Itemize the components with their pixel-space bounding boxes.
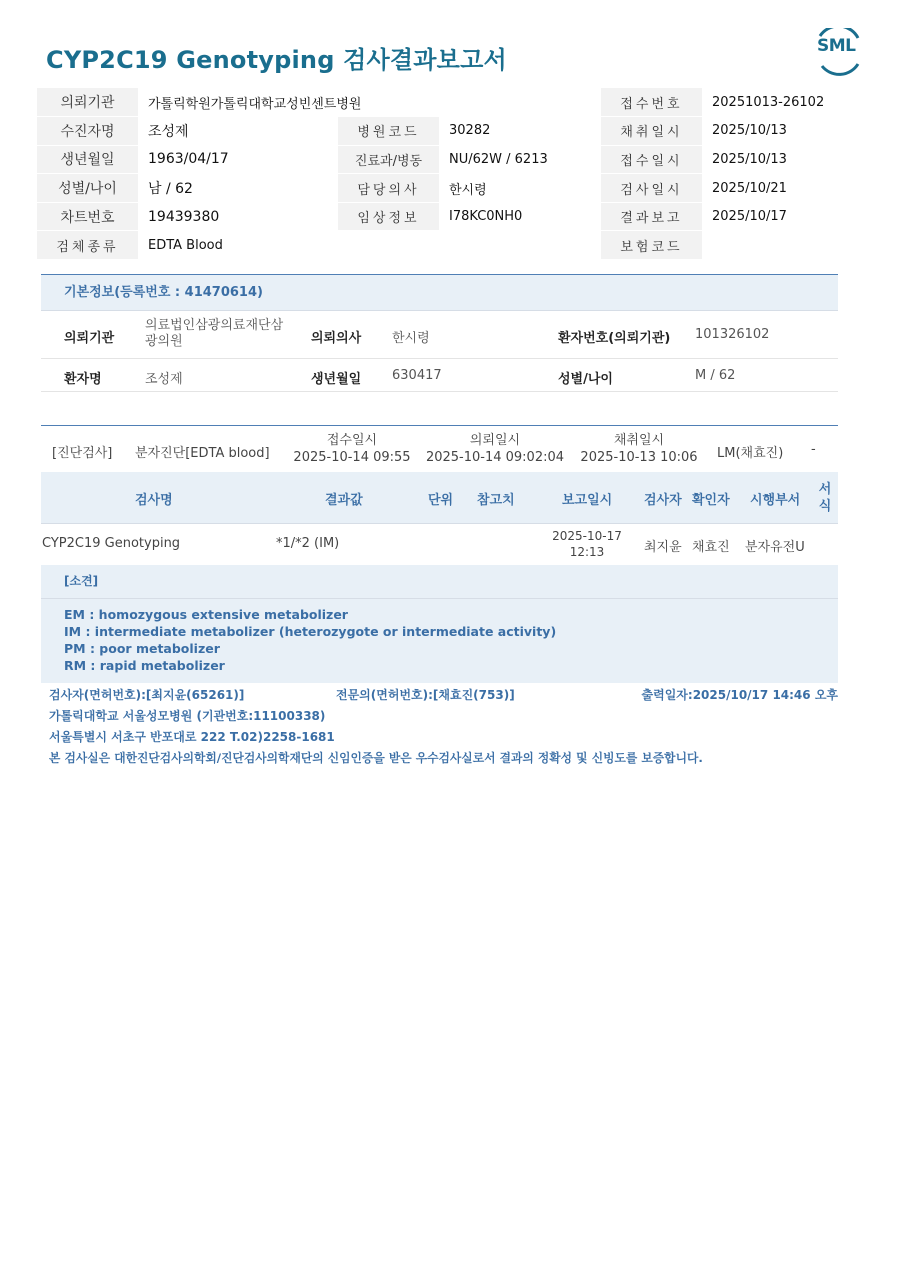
table-row [41, 524, 838, 566]
basic-key: 의뢰의사 [311, 331, 362, 346]
basic-value: 101326102 [695, 327, 770, 342]
header-value: NU/62W / 6213 [439, 145, 601, 174]
finding-line: IM : intermediate metabolizer (heterozygote or intermediate activity) [64, 624, 557, 639]
header-label: 결과보고 [601, 202, 702, 231]
findings-body [41, 599, 838, 683]
row-confirmer: 채효진 [692, 540, 730, 555]
col-dept: 시행부서 [750, 493, 801, 508]
basic-info-section [41, 274, 838, 392]
header-value: EDTA Blood [138, 231, 601, 260]
basic-key: 성별/나이 [558, 372, 613, 387]
row-tester: 최지윤 [644, 540, 682, 555]
header-label: 보험코드 [601, 231, 702, 260]
header-value: 2025/10/17 [702, 202, 864, 231]
basic-info-heading: 기본정보(등록번호 : 41470614) [41, 275, 838, 311]
row-test-name: CYP2C19 Genotyping [42, 536, 181, 551]
row-report-date [549, 528, 625, 560]
received-value: 2025-10-14 09:55 [293, 450, 411, 465]
header-value: 1963/04/17 [138, 145, 338, 174]
finding-line: PM : poor metabolizer [64, 641, 220, 656]
col-format-a: 서 [818, 482, 832, 497]
col-tester: 검사자 [644, 493, 682, 508]
lm-dash: - [811, 442, 816, 457]
header-value: 2025/10/13 [702, 145, 864, 174]
header-label: 차트번호 [37, 202, 138, 231]
header-value: 조성제 [138, 117, 338, 146]
header-label: 수진자명 [37, 117, 138, 146]
col-name: 검사명 [135, 493, 173, 508]
basic-value: 한시령 [392, 331, 430, 346]
basic-key: 의뢰기관 [64, 331, 115, 346]
page-title: CYP2C19 Genotyping 검사결과보고서 [46, 46, 507, 74]
received-label: 접수일시 [326, 433, 378, 448]
basic-info-row [41, 359, 838, 392]
header-value: 19439380 [138, 202, 338, 231]
basic-value-line: 의료법인삼광의료재단삼 [145, 318, 284, 333]
finding-line: EM : homozygous extensive metabolizer [64, 607, 348, 622]
header-label: 접수번호 [601, 88, 702, 117]
exam-section [41, 425, 838, 566]
header-value: 남 / 62 [138, 174, 338, 203]
basic-key: 생년월일 [311, 372, 362, 387]
col-unit: 단위 [428, 493, 454, 508]
requested-block [425, 432, 565, 466]
requested-value: 2025-10-14 09:02:04 [425, 450, 565, 465]
header-label: 진료과/병동 [338, 145, 439, 174]
col-confirmer: 확인자 [692, 493, 730, 508]
collected-block [579, 432, 699, 466]
header-label: 검체종류 [37, 231, 138, 260]
basic-value: 630417 [392, 368, 442, 383]
header-value: 2025/10/21 [702, 174, 864, 203]
row-result: *1/*2 (IM) [276, 536, 340, 551]
header-value: 30282 [439, 117, 601, 146]
header-label: 병원코드 [338, 117, 439, 146]
footer-tester: 검사자(면허번호):[최지윤(65261)] [49, 688, 245, 702]
footer-specialist: 전문의(면허번호):[채효진(753)] [336, 688, 515, 702]
header-value: I78KC0NH0 [439, 202, 601, 231]
basic-value-line: 광의원 [145, 334, 183, 349]
collected-label: 채취일시 [613, 433, 665, 448]
basic-key: 환자번호(의뢰기관) [558, 331, 671, 346]
basic-key: 환자명 [64, 372, 102, 387]
logo-text: SML [817, 36, 856, 56]
patient-header-table [37, 88, 864, 260]
received-block [291, 432, 413, 466]
col-format-b: 식 [818, 499, 832, 514]
lm-label: LM(채효진) [717, 446, 784, 461]
footer-address: 서울특별시 서초구 반포대로 222 T.02)2258-1681 [49, 730, 335, 744]
header-value: 20251013-26102 [702, 88, 864, 117]
header-value: 가톨릭학원가톨릭대학교성빈센트병원 [138, 88, 601, 117]
sml-logo [812, 28, 866, 76]
header-value: 2025/10/13 [702, 117, 864, 146]
col-format [817, 481, 833, 515]
header-label: 생년월일 [37, 145, 138, 174]
col-ref: 참고치 [477, 493, 515, 508]
collected-value: 2025-10-13 10:06 [580, 450, 698, 465]
basic-value: 조성제 [145, 372, 183, 387]
basic-value: M / 62 [695, 368, 736, 383]
row-report-date-b: 12:13 [569, 545, 605, 559]
row-dept: 분자유전U [745, 540, 805, 555]
finding-line: RM : rapid metabolizer [64, 658, 225, 673]
header-label: 접수일시 [601, 145, 702, 174]
header-label: 의뢰기관 [37, 88, 138, 117]
footer-printed: 출력일자:2025/10/17 14:46 오후 [641, 688, 838, 702]
requested-label: 의뢰일시 [469, 433, 521, 448]
header-label: 채취일시 [601, 117, 702, 146]
header-value [702, 231, 864, 260]
exam-info-row [41, 426, 838, 472]
row-report-date-a: 2025-10-17 [552, 529, 622, 543]
footer-certification: 본 검사실은 대한진단검사의학회/진단검사의학재단의 신임인증을 받은 우수검사실로서 결과의 정확성 및 신빙도를 보증합니다. [49, 751, 703, 765]
header-label: 성별/나이 [37, 174, 138, 203]
footer-hospital: 가톨릭대학교 서울성모병원 (기관번호:11100338) [49, 709, 326, 723]
header-value: 한시령 [439, 174, 601, 203]
col-report-date: 보고일시 [562, 493, 613, 508]
header-label: 임상정보 [338, 202, 439, 231]
exam-category: [진단검사] [52, 446, 113, 461]
exam-column-header [41, 472, 838, 524]
col-result: 결과값 [325, 493, 363, 508]
header-label: 담당의사 [338, 174, 439, 203]
findings-heading: [소견] [41, 565, 838, 599]
header-label: 검사일시 [601, 174, 702, 203]
basic-info-row [41, 311, 838, 359]
exam-specimen: 분자진단[EDTA blood] [135, 446, 270, 461]
basic-value [145, 318, 283, 350]
